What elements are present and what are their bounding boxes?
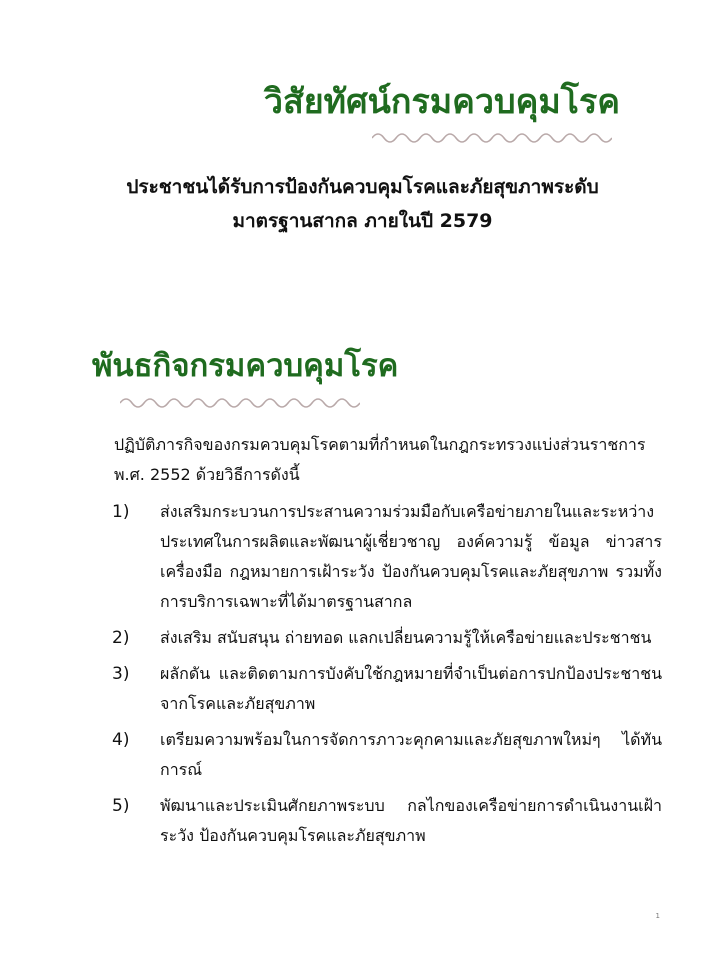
mission-item-text: ผลักดัน และติดตามการบังคับใช้กฎหมายที่จำเป็นต่อการปกป้องประชาชนจากโรคและภัยสุขภาพ [160,664,662,713]
wave-divider-mission [120,395,360,411]
mission-item-text: ส่งเสริม สนับสนุน ถ่ายทอด แลกเปลี่ยนความรู้ให้เครือข่ายและประชาชน [160,628,652,647]
mission-item-2 [112,623,662,653]
vision-line-1: ประชาชนได้รับการป้องกันควบคุมโรคและภัยสุขภาพระดับ [126,176,599,198]
mission-intro: ปฏิบัติภารกิจของกรมควบคุมโรคตามที่กำหนดในกฎกระทรวงแบ่งส่วนราชการ พ.ศ. 2552 ด้วยวิธีการดังนี้ [114,435,646,484]
mission-title: พันธกิจกรมควบคุมโรค [92,348,399,384]
wave-line [372,134,612,142]
mission-item-3 [112,659,662,719]
vision-line-2: มาตรฐานสากล ภายในปี 2579 [232,210,493,232]
mission-item-text: พัฒนาและประเมินศักยภาพระบบ กลไกของเครือข่ายการดำเนินงานเฝ้าระวัง ป้องกันควบคุมโรคและภัยสุขภาพ [160,796,662,845]
vision-statement [90,170,635,238]
mission-item-text: ส่งเสริมกระบวนการประสานความร่วมมือกับเครือข่ายภายในและระหว่างประเทศในการผลิตและพัฒนาผู้เชี่ยวชาญ องค์ความรู้ ข้อมูล ข่าวสาร เครื่องมือ กฎหมายการเฝ้าระวัง ป้องกันควบคุมโรคและภัยสุขภาพ รวมทั้งการบริการเฉพาะที่ได้มาตรฐานสากล [160,502,662,611]
wave-divider-vision [372,130,612,146]
mission-item-number: 4) [112,730,130,750]
mission-item-number: 5) [112,796,130,816]
vision-title: วิสัยทัศน์กรมควบคุมโรค [263,82,620,122]
page-number: 1 [655,912,660,920]
mission-item-5 [112,791,662,851]
mission-list [112,497,662,857]
wave-line [120,399,360,407]
mission-item-1 [112,497,662,617]
mission-item-number: 3) [112,664,130,684]
mission-item-text: เตรียมความพร้อมในการจัดการภาวะคุกคามและภัยสุขภาพใหม่ๆ ได้ทันการณ์ [160,730,662,779]
mission-item-number: 1) [112,502,130,522]
mission-item-4 [112,725,662,785]
mission-item-number: 2) [112,628,130,648]
